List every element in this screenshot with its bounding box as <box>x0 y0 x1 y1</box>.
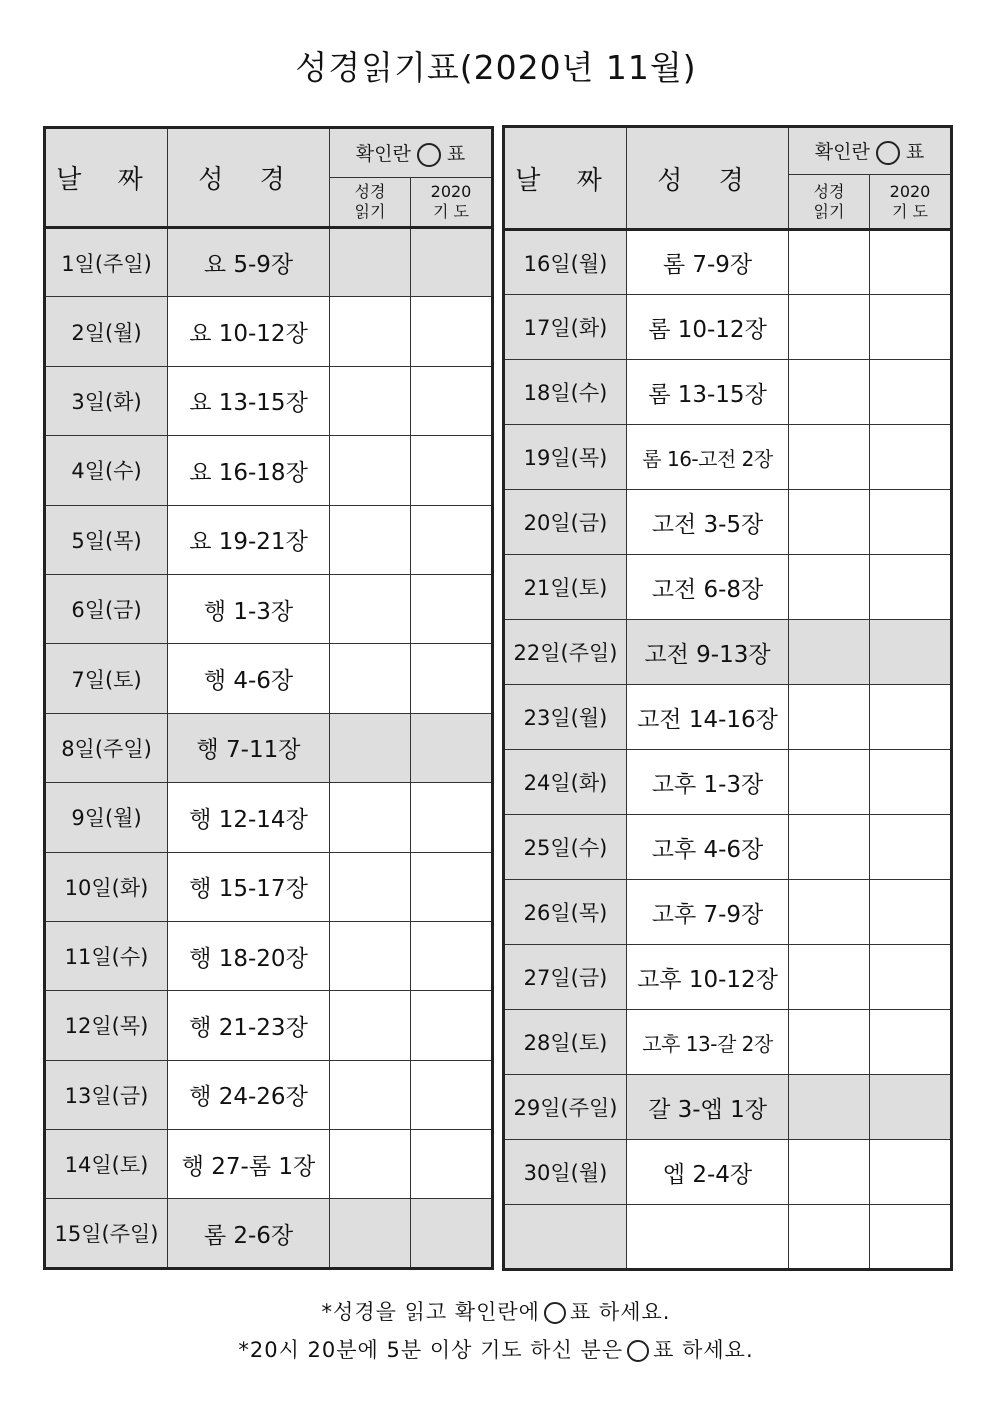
date-cell: 20일(금) <box>504 490 627 555</box>
reading-cell: 롬 10-12장 <box>627 295 789 360</box>
header-confirm <box>789 127 952 175</box>
table-row <box>45 228 493 297</box>
check-prayer[interactable] <box>870 555 952 620</box>
check-bible-reading[interactable] <box>789 880 870 945</box>
check-prayer[interactable] <box>870 1205 952 1270</box>
check-prayer[interactable] <box>870 880 952 945</box>
check-prayer[interactable] <box>411 644 493 713</box>
check-bible-reading[interactable] <box>789 1010 870 1075</box>
date-cell: 12일(목) <box>45 991 168 1060</box>
reading-cell: 행 12-14장 <box>168 783 330 852</box>
header-bible-reading: 성경 읽기 <box>330 178 411 228</box>
check-prayer[interactable] <box>411 783 493 852</box>
reading-cell: 롬 13-15장 <box>627 360 789 425</box>
check-bible-reading[interactable] <box>789 1075 870 1140</box>
check-bible-reading[interactable] <box>330 505 411 574</box>
check-prayer[interactable] <box>411 1130 493 1199</box>
reading-cell: 요 5-9장 <box>168 228 330 297</box>
date-cell: 22일(주일) <box>504 620 627 685</box>
table-row <box>45 1199 493 1269</box>
check-prayer[interactable] <box>411 436 493 505</box>
date-cell: 11일(수) <box>45 921 168 990</box>
check-bible-reading[interactable] <box>330 574 411 643</box>
check-prayer[interactable] <box>870 230 952 295</box>
date-cell: 5일(목) <box>45 505 168 574</box>
note-reading: *성경을 읽고 확인란에 표 하세요. <box>321 1300 671 1324</box>
check-prayer[interactable] <box>870 750 952 815</box>
reading-cell: 고후 4-6장 <box>627 815 789 880</box>
reading-cell: 롬 16-고전 2장 <box>627 425 789 490</box>
check-prayer[interactable] <box>411 852 493 921</box>
date-cell: 8일(주일) <box>45 713 168 782</box>
table-row <box>45 366 493 435</box>
check-bible-reading[interactable] <box>789 620 870 685</box>
confirm-suffix: 표 <box>446 143 466 166</box>
date-cell: 9일(월) <box>45 783 168 852</box>
reading-cell: 고전 14-16장 <box>627 685 789 750</box>
reading-cell: 고전 3-5장 <box>627 490 789 555</box>
check-bible-reading[interactable] <box>330 921 411 990</box>
date-cell: 13일(금) <box>45 1060 168 1129</box>
reading-cell: 행 4-6장 <box>168 644 330 713</box>
table-row <box>504 815 952 880</box>
date-cell: 17일(화) <box>504 295 627 360</box>
check-bible-reading[interactable] <box>789 945 870 1010</box>
check-bible-reading[interactable] <box>330 644 411 713</box>
date-cell: 29일(주일) <box>504 1075 627 1140</box>
table-row <box>45 505 493 574</box>
table-row <box>504 230 952 295</box>
check-bible-reading[interactable] <box>330 713 411 782</box>
date-cell: 24일(화) <box>504 750 627 815</box>
date-cell: 1일(주일) <box>45 228 168 297</box>
check-prayer[interactable] <box>411 366 493 435</box>
date-cell: 4일(수) <box>45 436 168 505</box>
check-prayer[interactable] <box>870 1140 952 1205</box>
circle-icon <box>544 1302 566 1324</box>
circle-icon <box>417 143 441 167</box>
header-date: 날 짜 <box>504 127 627 230</box>
check-prayer[interactable] <box>870 360 952 425</box>
table-row <box>504 1140 952 1205</box>
header-bible-reading: 성경 읽기 <box>789 175 870 230</box>
check-prayer[interactable] <box>411 505 493 574</box>
date-cell: 14일(토) <box>45 1130 168 1199</box>
table-row <box>45 1060 493 1129</box>
reading-cell: 고후 10-12장 <box>627 945 789 1010</box>
reading-cell: 고후 1-3장 <box>627 750 789 815</box>
check-prayer[interactable] <box>870 490 952 555</box>
table-row <box>504 295 952 360</box>
check-prayer[interactable] <box>411 574 493 643</box>
check-prayer[interactable] <box>870 295 952 360</box>
date-cell: 3일(화) <box>45 366 168 435</box>
check-bible-reading[interactable] <box>789 750 870 815</box>
reading-cell: 고후 13-갈 2장 <box>627 1010 789 1075</box>
check-prayer[interactable] <box>870 685 952 750</box>
table-row <box>45 921 493 990</box>
table-row <box>45 783 493 852</box>
check-prayer[interactable] <box>870 1010 952 1075</box>
table-row <box>504 880 952 945</box>
circle-icon <box>876 141 900 165</box>
check-bible-reading[interactable] <box>789 425 870 490</box>
table-row <box>45 1130 493 1199</box>
date-cell: 28일(토) <box>504 1010 627 1075</box>
reading-cell: 행 15-17장 <box>168 852 330 921</box>
date-cell: 6일(금) <box>45 574 168 643</box>
table-row <box>45 991 493 1060</box>
check-bible-reading[interactable] <box>789 1205 870 1270</box>
check-bible-reading[interactable] <box>330 783 411 852</box>
reading-cell: 행 7-11장 <box>168 713 330 782</box>
table-row <box>504 360 952 425</box>
table-row <box>504 945 952 1010</box>
date-cell: 18일(수) <box>504 360 627 425</box>
check-bible-reading[interactable] <box>330 436 411 505</box>
check-bible-reading[interactable] <box>789 360 870 425</box>
reading-cell: 행 1-3장 <box>168 574 330 643</box>
date-cell: 19일(목) <box>504 425 627 490</box>
check-bible-reading[interactable] <box>330 852 411 921</box>
check-prayer[interactable] <box>870 945 952 1010</box>
table-row <box>504 750 952 815</box>
check-bible-reading[interactable] <box>789 490 870 555</box>
reading-table-right <box>502 125 953 1271</box>
reading-cell: 롬 7-9장 <box>627 230 789 295</box>
circle-icon <box>627 1340 649 1362</box>
table-row <box>45 436 493 505</box>
date-cell: 2일(월) <box>45 297 168 366</box>
check-prayer[interactable] <box>870 425 952 490</box>
table-row <box>504 1075 952 1140</box>
table-row <box>504 555 952 620</box>
check-bible-reading[interactable] <box>330 1130 411 1199</box>
table-row <box>45 574 493 643</box>
header-reading: 성 경 <box>168 128 330 228</box>
date-cell: 30일(월) <box>504 1140 627 1205</box>
date-cell: 25일(수) <box>504 815 627 880</box>
check-prayer[interactable] <box>870 620 952 685</box>
header-reading: 성 경 <box>627 127 789 230</box>
header-date: 날 짜 <box>45 128 168 228</box>
check-bible-reading[interactable] <box>330 1060 411 1129</box>
date-cell: 16일(월) <box>504 230 627 295</box>
table-row <box>45 852 493 921</box>
reading-cell: 행 27-롬 1장 <box>168 1130 330 1199</box>
reading-cell: 고후 7-9장 <box>627 880 789 945</box>
reading-cell: 갈 3-엡 1장 <box>627 1075 789 1140</box>
check-bible-reading[interactable] <box>789 685 870 750</box>
check-bible-reading[interactable] <box>330 228 411 297</box>
table-row <box>504 620 952 685</box>
reading-cell: 고전 9-13장 <box>627 620 789 685</box>
reading-cell: 요 16-18장 <box>168 436 330 505</box>
date-cell: 7일(토) <box>45 644 168 713</box>
check-prayer[interactable] <box>411 921 493 990</box>
reading-cell: 요 10-12장 <box>168 297 330 366</box>
reading-cell <box>627 1205 789 1270</box>
confirm-suffix: 표 <box>905 141 925 164</box>
reading-table-left <box>43 126 494 1270</box>
check-bible-reading[interactable] <box>789 815 870 880</box>
table-row <box>504 490 952 555</box>
confirm-label: 확인란 <box>355 143 411 166</box>
table-row <box>45 713 493 782</box>
confirm-label: 확인란 <box>814 141 870 164</box>
date-cell: 21일(토) <box>504 555 627 620</box>
check-bible-reading[interactable] <box>330 1199 411 1269</box>
note-prayer: *20시 20분에 5분 이상 기도 하신 분은 표 하세요. <box>238 1338 754 1362</box>
page-title: 성경읽기표(2020년 11월) <box>295 48 697 87</box>
check-prayer[interactable] <box>411 713 493 782</box>
reading-cell: 롬 2-6장 <box>168 1199 330 1269</box>
reading-cell: 행 18-20장 <box>168 921 330 990</box>
check-bible-reading[interactable] <box>789 555 870 620</box>
table-row <box>504 1205 952 1270</box>
reading-cell: 요 19-21장 <box>168 505 330 574</box>
check-bible-reading[interactable] <box>330 991 411 1060</box>
header-prayer-2020: 2020 기 도 <box>870 175 952 230</box>
date-cell: 15일(주일) <box>45 1199 168 1269</box>
check-prayer[interactable] <box>411 297 493 366</box>
date-cell: 27일(금) <box>504 945 627 1010</box>
reading-cell: 고전 6-8장 <box>627 555 789 620</box>
reading-cell: 요 13-15장 <box>168 366 330 435</box>
table-row <box>504 425 952 490</box>
check-prayer[interactable] <box>870 815 952 880</box>
table-row <box>504 685 952 750</box>
table-row <box>45 644 493 713</box>
check-prayer[interactable] <box>411 991 493 1060</box>
check-bible-reading[interactable] <box>789 230 870 295</box>
check-bible-reading[interactable] <box>330 297 411 366</box>
header-prayer-2020: 2020 기 도 <box>411 178 493 228</box>
reading-cell: 행 24-26장 <box>168 1060 330 1129</box>
date-cell: 23일(월) <box>504 685 627 750</box>
check-bible-reading[interactable] <box>330 366 411 435</box>
date-cell: 26일(목) <box>504 880 627 945</box>
header-confirm <box>330 128 493 178</box>
table-row <box>504 1010 952 1075</box>
date-cell: 10일(화) <box>45 852 168 921</box>
reading-cell: 엡 2-4장 <box>627 1140 789 1205</box>
date-cell <box>504 1205 627 1270</box>
reading-cell: 행 21-23장 <box>168 991 330 1060</box>
check-prayer[interactable] <box>411 1060 493 1129</box>
table-row <box>45 297 493 366</box>
check-prayer[interactable] <box>870 1075 952 1140</box>
check-bible-reading[interactable] <box>789 1140 870 1205</box>
check-prayer[interactable] <box>411 228 493 297</box>
check-bible-reading[interactable] <box>789 295 870 360</box>
check-prayer[interactable] <box>411 1199 493 1269</box>
